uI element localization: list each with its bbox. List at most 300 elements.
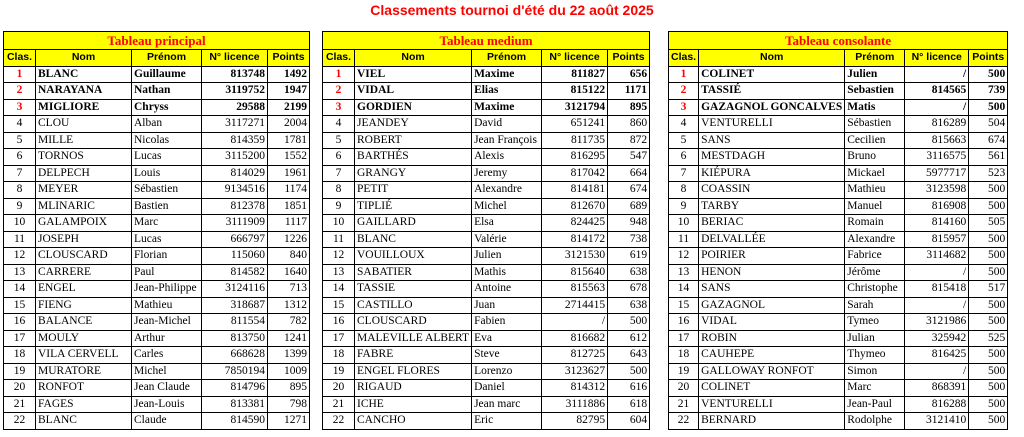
nom-cell: TASSIE <box>355 281 472 298</box>
table-row <box>4 363 310 380</box>
nom-cell: VENTURELLI <box>699 116 845 133</box>
prenom-cell: Alexandre <box>845 231 905 248</box>
licence-cell: / <box>905 297 969 314</box>
prenom-cell: Fabien <box>472 314 542 331</box>
table-row <box>323 413 650 430</box>
licence-cell: 814181 <box>542 182 608 199</box>
licence-cell: 815663 <box>905 132 969 149</box>
table-row <box>669 132 1008 149</box>
table-row <box>323 83 650 100</box>
table-row <box>669 264 1008 281</box>
nom-cell: RIGAUD <box>355 380 472 397</box>
points-cell: 872 <box>608 132 650 149</box>
points-cell: 1781 <box>268 132 310 149</box>
licence-cell: 3123598 <box>905 182 969 199</box>
table-row <box>4 132 310 149</box>
nom-cell: MURATORE <box>36 363 132 380</box>
rank-cell: 8 <box>323 182 355 199</box>
rank-cell: 17 <box>4 330 36 347</box>
nom-cell: VIDAL <box>355 83 472 100</box>
licence-cell: 2714415 <box>542 297 608 314</box>
prenom-cell: Alexis <box>472 149 542 166</box>
nom-cell: TASSIÉ <box>699 83 845 100</box>
nom-cell: MEYER <box>36 182 132 199</box>
licence-cell: 812378 <box>202 198 268 215</box>
licence-cell: 666797 <box>202 231 268 248</box>
nom-cell: FAGES <box>36 396 132 413</box>
table-row <box>669 281 1008 298</box>
points-cell: 643 <box>608 347 650 364</box>
nom-cell: JOSEPH <box>36 231 132 248</box>
nom-cell: COLINET <box>699 66 845 83</box>
prenom-cell: Marc <box>845 380 905 397</box>
nom-cell: BARTHÉS <box>355 149 472 166</box>
nom-cell: CARRERE <box>36 264 132 281</box>
prenom-cell: Mathis <box>472 264 542 281</box>
licence-cell: 816288 <box>905 396 969 413</box>
licence-cell: 815957 <box>905 231 969 248</box>
rank-cell: 11 <box>4 231 36 248</box>
licence-cell: 814359 <box>202 132 268 149</box>
rank-cell: 2 <box>4 83 36 100</box>
header-prenom: Prénom <box>132 50 202 67</box>
nom-cell: TORNOS <box>36 149 132 166</box>
rank-cell: 17 <box>669 330 699 347</box>
table-row <box>323 314 650 331</box>
points-cell: 500 <box>608 314 650 331</box>
table-row <box>323 149 650 166</box>
header-points: Points <box>608 50 650 67</box>
prenom-cell: Rodolphe <box>845 413 905 430</box>
nom-cell: MOULY <box>36 330 132 347</box>
table-row <box>323 363 650 380</box>
rank-cell: 3 <box>669 99 699 116</box>
licence-cell: 9134516 <box>202 182 268 199</box>
points-cell: 525 <box>969 330 1008 347</box>
nom-cell: CLOUSCARD <box>355 314 472 331</box>
table-row <box>669 248 1008 265</box>
header-nom: Nom <box>355 50 472 67</box>
points-cell: 500 <box>969 182 1008 199</box>
page-title: Classements tournoi d'été du 22 août 2025 <box>370 2 654 18</box>
prenom-cell: Elias <box>472 83 542 100</box>
header-licence: N° licence <box>202 50 268 67</box>
licence-cell: 814160 <box>905 215 969 232</box>
nom-cell: VENTURELLI <box>699 396 845 413</box>
licence-cell: 3114682 <box>905 248 969 265</box>
nom-cell: CANCHO <box>355 413 472 430</box>
points-cell: 500 <box>969 413 1008 430</box>
nom-cell: COLINET <box>699 380 845 397</box>
rank-cell: 7 <box>323 165 355 182</box>
rank-cell: 9 <box>323 198 355 215</box>
prenom-cell: Jean marc <box>472 396 542 413</box>
table-row <box>669 182 1008 199</box>
prenom-cell: Tymeo <box>845 314 905 331</box>
licence-cell: 816425 <box>905 347 969 364</box>
nom-cell: VIDAL <box>699 314 845 331</box>
points-cell: 2199 <box>268 99 310 116</box>
points-cell: 674 <box>969 132 1008 149</box>
rank-cell: 14 <box>323 281 355 298</box>
points-cell: 1851 <box>268 198 310 215</box>
licence-cell: 325942 <box>905 330 969 347</box>
table-row <box>669 116 1008 133</box>
nom-cell: ROBIN <box>699 330 845 347</box>
nom-cell: BERIAC <box>699 215 845 232</box>
table-row <box>4 149 310 166</box>
licence-cell: / <box>542 314 608 331</box>
nom-cell: ENGEL FLORES <box>355 363 472 380</box>
points-cell: 517 <box>969 281 1008 298</box>
rank-cell: 14 <box>669 281 699 298</box>
points-cell: 1271 <box>268 413 310 430</box>
licence-cell: 814029 <box>202 165 268 182</box>
prenom-cell: Elsa <box>472 215 542 232</box>
points-cell: 674 <box>608 182 650 199</box>
points-cell: 1174 <box>268 182 310 199</box>
table-row <box>323 281 650 298</box>
prenom-cell: David <box>472 116 542 133</box>
header-prenom: Prénom <box>845 50 905 67</box>
licence-cell: 5977717 <box>905 165 969 182</box>
rank-cell: 7 <box>669 165 699 182</box>
prenom-cell: Eva <box>472 330 542 347</box>
points-cell: 500 <box>969 380 1008 397</box>
prenom-cell: Jean Claude <box>132 380 202 397</box>
licence-cell: 814565 <box>905 83 969 100</box>
prenom-cell: Julian <box>845 330 905 347</box>
prenom-cell: Maxime <box>472 99 542 116</box>
prenom-cell: Jean François <box>472 132 542 149</box>
nom-cell: CLOUSCARD <box>36 248 132 265</box>
points-cell: 678 <box>608 281 650 298</box>
licence-cell: 815418 <box>905 281 969 298</box>
rank-cell: 16 <box>4 314 36 331</box>
points-cell: 500 <box>969 231 1008 248</box>
nom-cell: PETIT <box>355 182 472 199</box>
licence-cell: / <box>905 66 969 83</box>
nom-cell: DELVALLÉE <box>699 231 845 248</box>
nom-cell: FABRE <box>355 347 472 364</box>
nom-cell: BLANC <box>36 413 132 430</box>
nom-cell: VILA CERVELL <box>36 347 132 364</box>
table-row <box>4 297 310 314</box>
rank-cell: 6 <box>669 149 699 166</box>
points-cell: 895 <box>268 380 310 397</box>
table-row <box>4 182 310 199</box>
rank-cell: 1 <box>4 66 36 83</box>
licence-cell: 3111886 <box>542 396 608 413</box>
table-row <box>4 314 310 331</box>
rank-cell: 22 <box>669 413 699 430</box>
table-row <box>669 66 1008 83</box>
points-cell: 500 <box>969 297 1008 314</box>
rank-cell: 15 <box>669 297 699 314</box>
prenom-cell: Bastien <box>132 198 202 215</box>
prenom-cell: Sebastien <box>845 83 905 100</box>
header-clas: Clas. <box>323 50 355 67</box>
header-clas: Clas. <box>669 50 699 67</box>
licence-cell: 811735 <box>542 132 608 149</box>
nom-cell: KIÉPURA <box>699 165 845 182</box>
nom-cell: VOUILLOUX <box>355 248 472 265</box>
table-header-row <box>4 50 310 67</box>
rank-cell: 8 <box>669 182 699 199</box>
rank-cell: 17 <box>323 330 355 347</box>
table-row <box>669 363 1008 380</box>
points-cell: 1226 <box>268 231 310 248</box>
points-cell: 1399 <box>268 347 310 364</box>
table-header-row <box>323 50 650 67</box>
nom-cell: POIRIER <box>699 248 845 265</box>
table-row <box>4 215 310 232</box>
points-cell: 1241 <box>268 330 310 347</box>
rank-cell: 12 <box>323 248 355 265</box>
licence-cell: 814582 <box>202 264 268 281</box>
table-row <box>323 132 650 149</box>
table-row <box>669 297 1008 314</box>
ranking-table-principal <box>3 31 310 430</box>
nom-cell: CAUHEPE <box>699 347 845 364</box>
header-nom: Nom <box>699 50 845 67</box>
licence-cell: 3116575 <box>905 149 969 166</box>
table-row <box>669 198 1008 215</box>
licence-cell: 812725 <box>542 347 608 364</box>
rank-cell: 6 <box>323 149 355 166</box>
rank-cell: 22 <box>4 413 36 430</box>
rank-cell: 4 <box>4 116 36 133</box>
nom-cell: VIEL <box>355 66 472 83</box>
prenom-cell: Florian <box>132 248 202 265</box>
prenom-cell: Alban <box>132 116 202 133</box>
points-cell: 1552 <box>268 149 310 166</box>
points-cell: 500 <box>969 314 1008 331</box>
nom-cell: JEANDEY <box>355 116 472 133</box>
prenom-cell: Guillaume <box>132 66 202 83</box>
nom-cell: RONFOT <box>36 380 132 397</box>
rank-cell: 10 <box>4 215 36 232</box>
nom-cell: ENGEL <box>36 281 132 298</box>
points-cell: 616 <box>608 380 650 397</box>
table-row <box>323 215 650 232</box>
nom-cell: MLINARIC <box>36 198 132 215</box>
table-row <box>669 231 1008 248</box>
table-row <box>323 66 650 83</box>
points-cell: 500 <box>969 198 1008 215</box>
table-row <box>323 396 650 413</box>
rank-cell: 1 <box>323 66 355 83</box>
rank-cell: 6 <box>4 149 36 166</box>
licence-cell: 3121410 <box>905 413 969 430</box>
header-points: Points <box>268 50 310 67</box>
nom-cell: GALAMPOIX <box>36 215 132 232</box>
table-row <box>323 248 650 265</box>
rank-cell: 7 <box>4 165 36 182</box>
rank-cell: 12 <box>669 248 699 265</box>
rank-cell: 8 <box>4 182 36 199</box>
rank-cell: 13 <box>323 264 355 281</box>
table-row <box>669 396 1008 413</box>
rank-cell: 10 <box>669 215 699 232</box>
rank-cell: 15 <box>4 297 36 314</box>
licence-cell: 816682 <box>542 330 608 347</box>
points-cell: 1117 <box>268 215 310 232</box>
nom-cell: GAZAGNOL <box>699 297 845 314</box>
prenom-cell: Jean-Paul <box>845 396 905 413</box>
prenom-cell: Michel <box>132 363 202 380</box>
table-row <box>4 165 310 182</box>
nom-cell: ICHE <box>355 396 472 413</box>
licence-cell: 815122 <box>542 83 608 100</box>
licence-cell: 811554 <box>202 314 268 331</box>
licence-cell: 814590 <box>202 413 268 430</box>
prenom-cell: Cecilien <box>845 132 905 149</box>
licence-cell: 3115200 <box>202 149 268 166</box>
licence-cell: 812670 <box>542 198 608 215</box>
prenom-cell: Alexandre <box>472 182 542 199</box>
licence-cell: 3121986 <box>905 314 969 331</box>
points-cell: 1492 <box>268 66 310 83</box>
nom-cell: BERNARD <box>699 413 845 430</box>
points-cell: 500 <box>969 347 1008 364</box>
rank-cell: 16 <box>323 314 355 331</box>
licence-cell: 668628 <box>202 347 268 364</box>
points-cell: 547 <box>608 149 650 166</box>
licence-cell: 813381 <box>202 396 268 413</box>
points-cell: 500 <box>608 363 650 380</box>
rank-cell: 13 <box>4 264 36 281</box>
rank-cell: 20 <box>323 380 355 397</box>
nom-cell: BLANC <box>36 66 132 83</box>
table-row <box>669 330 1008 347</box>
prenom-cell: Lucas <box>132 149 202 166</box>
prenom-cell: Sarah <box>845 297 905 314</box>
prenom-cell: Daniel <box>472 380 542 397</box>
prenom-cell: Juan <box>472 297 542 314</box>
nom-cell: MIGLIORE <box>36 99 132 116</box>
points-cell: 782 <box>268 314 310 331</box>
prenom-cell: Jean-Philippe <box>132 281 202 298</box>
nom-cell: GAZAGNOL GONCALVES <box>699 99 845 116</box>
prenom-cell: Carles <box>132 347 202 364</box>
table-row <box>323 297 650 314</box>
prenom-cell: Chryss <box>132 99 202 116</box>
licence-cell: 7850194 <box>202 363 268 380</box>
prenom-cell: Simon <box>845 363 905 380</box>
licence-cell: 3121794 <box>542 99 608 116</box>
points-cell: 739 <box>969 83 1008 100</box>
prenom-cell: Paul <box>132 264 202 281</box>
rank-cell: 10 <box>323 215 355 232</box>
prenom-cell: Sébastien <box>132 182 202 199</box>
rank-cell: 19 <box>4 363 36 380</box>
points-cell: 1640 <box>268 264 310 281</box>
prenom-cell: Manuel <box>845 198 905 215</box>
nom-cell: SANS <box>699 132 845 149</box>
table-row <box>669 83 1008 100</box>
licence-cell: 817042 <box>542 165 608 182</box>
points-cell: 948 <box>608 215 650 232</box>
points-cell: 523 <box>969 165 1008 182</box>
licence-cell: 824425 <box>542 215 608 232</box>
licence-cell: 3117271 <box>202 116 268 133</box>
rank-cell: 16 <box>669 314 699 331</box>
points-cell: 1009 <box>268 363 310 380</box>
nom-cell: GAILLARD <box>355 215 472 232</box>
rank-cell: 22 <box>323 413 355 430</box>
nom-cell: MILLE <box>36 132 132 149</box>
rank-cell: 18 <box>669 347 699 364</box>
table-row <box>4 413 310 430</box>
table-row <box>323 330 650 347</box>
rank-cell: 14 <box>4 281 36 298</box>
rank-cell: 5 <box>669 132 699 149</box>
licence-cell: 115060 <box>202 248 268 265</box>
points-cell: 604 <box>608 413 650 430</box>
nom-cell: SANS <box>699 281 845 298</box>
points-cell: 2004 <box>268 116 310 133</box>
table-row <box>669 149 1008 166</box>
nom-cell: DELPECH <box>36 165 132 182</box>
header-nom: Nom <box>36 50 132 67</box>
prenom-cell: Marc <box>132 215 202 232</box>
nom-cell: SABATIER <box>355 264 472 281</box>
rank-cell: 20 <box>669 380 699 397</box>
rank-cell: 2 <box>669 83 699 100</box>
points-cell: 1961 <box>268 165 310 182</box>
points-cell: 860 <box>608 116 650 133</box>
table-row <box>669 99 1008 116</box>
prenom-cell: Sébastien <box>845 116 905 133</box>
points-cell: 500 <box>969 264 1008 281</box>
prenom-cell: Maxime <box>472 66 542 83</box>
prenom-cell: Valérie <box>472 231 542 248</box>
licence-cell: 868391 <box>905 380 969 397</box>
table-row <box>323 380 650 397</box>
rank-cell: 11 <box>669 231 699 248</box>
prenom-cell: Bruno <box>845 149 905 166</box>
licence-cell: 811827 <box>542 66 608 83</box>
table-row <box>669 165 1008 182</box>
points-cell: 713 <box>268 281 310 298</box>
points-cell: 895 <box>608 99 650 116</box>
nom-cell: GALLOWAY RONFOT <box>699 363 845 380</box>
points-cell: 798 <box>268 396 310 413</box>
table-row <box>4 281 310 298</box>
nom-cell: BALANCE <box>36 314 132 331</box>
nom-cell: MALEVILLE ALBERT <box>355 330 472 347</box>
licence-cell: / <box>905 264 969 281</box>
prenom-cell: Mathieu <box>845 182 905 199</box>
licence-cell: 814796 <box>202 380 268 397</box>
rank-cell: 18 <box>4 347 36 364</box>
header-prenom: Prénom <box>472 50 542 67</box>
points-cell: 664 <box>608 165 650 182</box>
table-row <box>669 215 1008 232</box>
rank-cell: 21 <box>669 396 699 413</box>
rank-cell: 11 <box>323 231 355 248</box>
prenom-cell: Thymeo <box>845 347 905 364</box>
nom-cell: TIPLIÉ <box>355 198 472 215</box>
table-row <box>4 99 310 116</box>
table-row <box>4 66 310 83</box>
table-row <box>669 380 1008 397</box>
table-row <box>4 347 310 364</box>
table-section-title: Tableau principal <box>4 32 310 50</box>
prenom-cell: Julien <box>845 66 905 83</box>
nom-cell: BLANC <box>355 231 472 248</box>
